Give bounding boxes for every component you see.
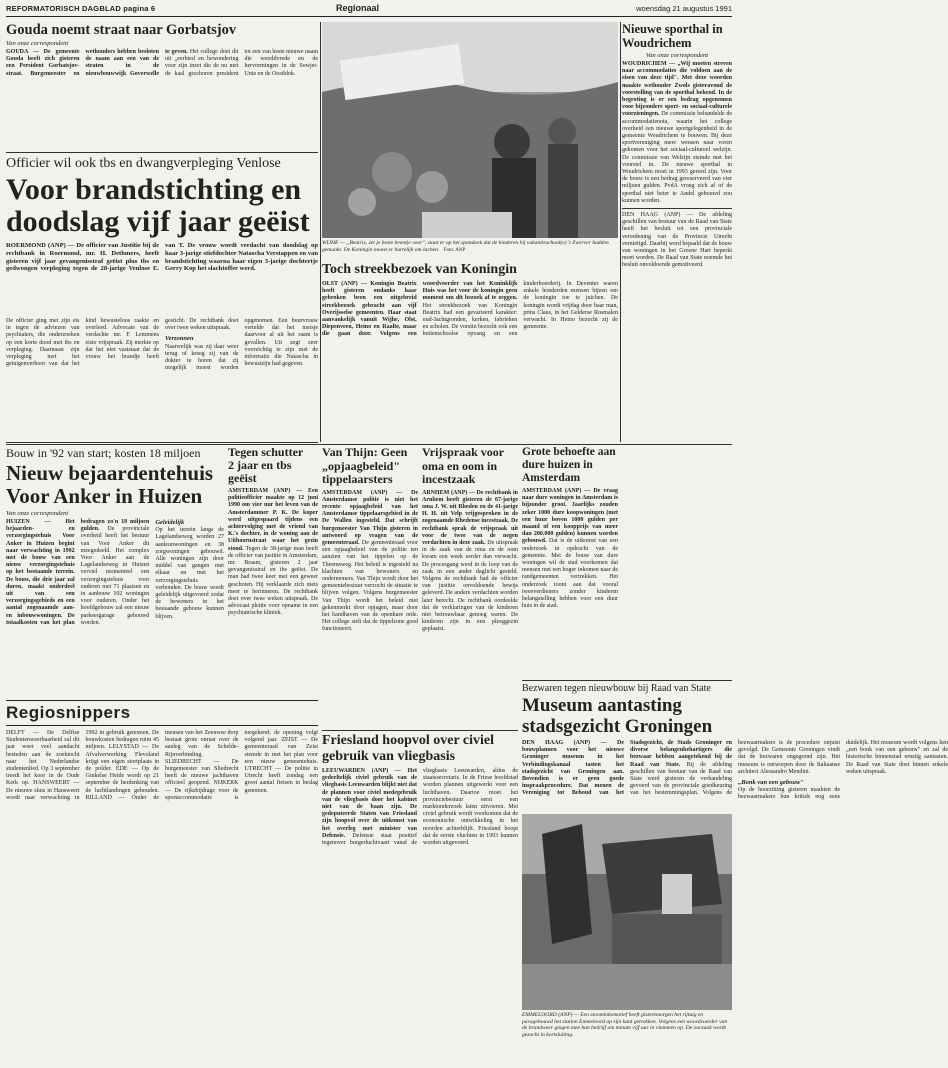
correspondent: Van onze correspondent bbox=[6, 510, 69, 517]
article-lead: ARNHEM (ANP) — De rechtbank in Arnhem heeft gisteren de 67-jarige oma J. W. uit Rheden en de 41-jarige H. H. uit Velp vrijgesproken in de zogenaamde Rhedense incestzaak. De rechtbank sprak de vrijspraak uit voor de twee van de negen verdachten in deze zaak. bbox=[422, 489, 518, 546]
article-text-2: Op het terrein langs de Lagelandseweg worden 27 aanleunwoningen en 38 zorgwoningen gebouwd. Alle woningen zijn door middel van gangen met elkaar en met het verzorgingstehuis verbonden. De bouw wordt geleidelijk uitgevoerd zodat de bewoners in het bestaande gebouw kunnen blijven. bbox=[155, 527, 224, 620]
article-lead: DEN HAAG (ANP) — De bouwplannen voor het nieuwe Groninger museum in het Verbindingskanaal tasten het stadsgezicht van Groningen aan. Bovendien is er geen goede inspraakprocedure. Dat menen de Vereniging tot Behoud van het Stadsgezicht, de Stads Groninger en diverse belangenbehartigers die bezwaar hebben aangetekend bij de Raad van State. bbox=[522, 740, 732, 797]
article-text: Dat is de uitkomst van een onderzoek in opdracht van de gemeente. Met de bouw van dure woningen wil de stad voorkomen dat mensen met een hoger inkomen naar de randgemeenten vertrekken. Het onderzoek toont aan dat vooral tweeverdieners zonder kinderen belangstelling hebben voor een duur huis in de stad. bbox=[522, 538, 618, 610]
article-schutter bbox=[228, 446, 318, 686]
article-body bbox=[622, 61, 732, 270]
column-body: DELFT — De Delftse Studentenweerbaarheid zal dit jaar weer veel aandacht besteden aan de zoektocht naar het Nederlandse studentenlied. Op 3 september treedt het koor in de Oude Kerk op. HANSWEERT — De nieuwe sluis in Hansweert wordt naar verwachting in 1992 in gebruik genomen. De bouwkosten bedragen ruim 45 miljoen. LELYSTAD — De Afvalverwerking Flevoland krijgt een eigen stortplaats in de polder. EDE — Op de Ginkelse Heide wordt op 21 september de herdenking van de luchtlandingen gehouden. RILLAND — Onder de mensen van het Zeeuwse dorp bestaat grote onrust over de aanleg van de Schelde-Rijnverbinding. SLIEDRECHT — De burgemeester van Sliedrecht heeft de nieuwe jachthaven officieel geopend. NIJKERK — De rijksbijdrage voor de sportaccommodatie is toegekend; de opening volgt volgend jaar. ZEIST — De gemeenteraad van Zeist stemde in met het plan voor een nieuw gemeentehuis. UTRECHT — De politie in Utrecht heeft zondag een groot aantal fietsen in beslag genomen. bbox=[6, 730, 318, 801]
article-text: Het streekbezoek van Koningin Beatrix had een gevarieerd karakter: oud-Jachtgronden, kerken, fabrieken en scholen. De vorstin bezocht ook een buitenschoolse opvang en een kinderboerderij. In Deventer waren enkele honderden mensen bijeen om de koningin toe te juichen. De koningin wordt vrijdag door haar man, prins Claus, in het Gelderse Rosmalen verwacht. In Heino bezocht zij de gemeente. bbox=[422, 281, 618, 338]
article-lead: HUIZEN — Het bejaarden- en verzorgingstehuis Voor Anker in Huizen begint naar verwachting in 1992 met de bouw van een nieuw verzorgingstehuis op het bestaande terrein. De bouw, die drie jaar zal duren, maakt onderdeel uit van een verzorgingsgebieds en een aantal zogenaamde aan- en inbouwwoningen. De totaalkosten van het plan bedragen zo'n 18 miljoen gulden. bbox=[6, 519, 150, 626]
article-body bbox=[522, 488, 618, 610]
article-title-2: 2 jaar en tbs geëist bbox=[228, 458, 292, 485]
article-body bbox=[6, 318, 318, 438]
subheading: Verzonnen bbox=[165, 335, 194, 343]
article-text: De commissie behandelde de accommodatienota, waarin het college overheid een nieuwe sportgelegenheid in de gemeente Woudrichem te bouwen. Bij deze sportvereniging meer wensen naar voren gekomen voor het sociaal-cultureel welzijn. De commissie van Welzijn stemde met het voorstel in. De nieuwe sporthal in Woudrichem moet in 1993 gereed zijn. Voor de bouw is een bedrag gereserveerd van vier miljoen gulden. PvdA vroeg zich af of de sporthal niet beter te Andel gebouwd zou kunnen worden. bbox=[622, 111, 732, 204]
article-title: Friesland hoopvol over civiel gebruik van vliegbasis bbox=[322, 730, 518, 765]
article-venlo bbox=[6, 156, 318, 440]
article-text: De provinciale overheid heeft het bestuur van Voor Anker dit meegedeeld. Het complex Voor Anker aan de Lagelandseweg in Huizen verviel momenteel een verzorgingstehuis voor ouderen met 71 plaatsen en in aanbouw 102 woningen voor ouderen. Onder het hoofdgebouw zal een nieuw parkeergarage gebouwd worden. bbox=[80, 526, 150, 626]
article-title: Grote behoefte aan dure huizen in Amsterdam bbox=[522, 446, 616, 484]
article-text-2: Op de hoorzitting gisteren maakten de bezwaarmakers hun kritiek nog eens duidelijk. Het museum wordt volgens hen „een bonk van een gebouw" en zal de historische binnenstad ernstig aantasten. De Raad van State doet binnen enkele weken uitspraak. bbox=[738, 740, 948, 801]
photo-emmeloord bbox=[522, 814, 732, 1010]
article-lead: LEEUWARDEN (ANP) — Het gedeeltelijk civiel gebruik van de vliegbasis Leeuwarden blijkt niet dat de plannen voor civiel medegebruik van de vliegbasis door het kabinet niet van de baan zijn. De gedeputeerde Staten van Friesland zijn hoopvol over de uitkomst van het overleg met minister van Defensie. bbox=[322, 768, 417, 839]
article-body bbox=[422, 490, 518, 634]
article-text: De officier ging met zijn eis in tegen de adviezen van psychiaters, die onderzoeken op een korte dood met tbs en verpleging. Daarnaast zijn verpleging met het getuigenverhoor van dat het kind bewusteloos raakte en overleed. Advocate van de verdachte mr. F. Lemmens eiste vrijspraak. Zij merkte op dat het niet vaststaat dat de vrouw het brandje heeft gesticht. De rechtbank doet over twee weken uitspraak. bbox=[6, 318, 239, 368]
paper-name: REFORMATORISCH DAGBLAD pagina 6 bbox=[6, 4, 156, 13]
article-text-2: Naarwelijk was zij daar weer terug of kreeg zij van de dokter te horen dat zij mogelijk moest worden opgenomen. Een buurvrouw vertelde dat het meisje daarvoor al uit het raam is gevallen. Uit zegt zeer voorzichtig te zijn met de informatie die Natascha in bewustzijn had gegeven. bbox=[165, 318, 318, 372]
column-rule bbox=[620, 22, 621, 442]
article-lead: GOUDA — De gemeente Gouda heeft zich gisteren een Persident Gorbatsjov-straat. Burgemeester en wethouders hebben besloten de naam aan een van de straten in de nieuwbouwwijk Goverwelle te geven. bbox=[6, 49, 188, 77]
photo-caption bbox=[322, 240, 618, 258]
article-body bbox=[6, 519, 224, 695]
article-woudrichem bbox=[622, 22, 732, 412]
divider bbox=[622, 208, 732, 209]
horizontal-rule bbox=[6, 444, 732, 445]
article-body bbox=[322, 281, 618, 439]
article-text: Defensie staat positief tegenover burgerluchtvaart vanaf de vliegbasis Leeuwarden, aldus de staatssecretaris. In de Friese hoofdstad worden plannen uitgewerkt voor een luchthaven. Daartoe moet het provinciebestuur eerst een marktonderzoek laten uitvoeren. Met civiel gebruik wordt voorkomen dat de economische ontwikkeling in het noorden achterblijft. Friesland hoopt dat de eerste vluchten in 1993 kunnen worden uitgevoerd. bbox=[322, 768, 518, 847]
article-lead: AMSTERDAM (ANP) — De vraag naar dure woningen in Amsterdam is bijzonder groot. Jaarlijks zouden zeker 1000 dure koopwoningen (met een huur boven 1000 gulden per maand of een koopprijs van meer dan 200.000 gulden) kunnen worden gebouwd. bbox=[522, 488, 618, 545]
article-text: Tegen de 38-jarige man heeft de officier van justitie in Amsterdam, mr. Braam, gisteren 2 jaar gevangenisstraf en tbs geëist. De man had twee keer met een geweer geschoten. Hij verklaarde zich niets meer te herinneren. De rechtbank doet over twee weken uitspraak. De advocaat pleitte voor opname in een psychiatrische kliniek. bbox=[228, 545, 318, 617]
article-text: Bij de afdeling geschillen van bestuur van de Raad van State werd gisteren de verhandeling gevoerd van de provinciale goedkeuring van het bestemmingsplan. Volgens de bezwaarmakers is de procedure onjuist gevolgd. De Gemeente Groningen vindt dat de bezwaren ongegrond zijn. Het museum is ontworpen door de Italiaanse architect Alessandro Mendini. bbox=[630, 740, 840, 797]
article-lead: AMSTERDAM (ANP) — De Amsterdamse politie is niet het recente opjaagbeleid van het Amsterdamse tippelaarsgebied in de De Wallen ingesteld. Dat schrijft burgemeester Van Thijn gisteren in antwoord op vragen van de gemeenteraad. bbox=[322, 489, 418, 546]
article-text: Het college doet dit uit „eerbied en bewondering voor zijn inzet die de nu met de kaal geschoren president tot een van beste nieuwe naam die wereldvrede en de hervormingen in de Sowjet-Unie en de Oostblok. bbox=[165, 49, 318, 77]
article-title: Toch streekbezoek van Koningin bbox=[322, 262, 517, 277]
photo-wijhe bbox=[322, 22, 618, 238]
subheading: „Bonk van een gebouw" bbox=[738, 779, 804, 787]
article-koningin bbox=[322, 262, 618, 440]
article-lead: OLST (ANP) — Koningin Beatrix heeft gisteren ondanks haar gebroken been een uitgebreid streekbezoek gebracht aan vijf Overijsselse gemeenten. Haar staat aanvankelijk vanuit Wijhe, Olst, Diepenveen, Heino en Raalte, maar die gaan door. Volgens een woordvoerder van het Koninklijk Huis was het voor de koningin geen moment om dit bezoek af te zeggen. bbox=[322, 281, 518, 338]
column-rule bbox=[320, 22, 321, 442]
article-title: Van Thijn: Geen „opjaagbeleid" tippelaarsters bbox=[322, 445, 408, 486]
article-lead: ROERMOND (ANP) — De officier van Justitie bij de rechtbank in Roermond, mr. H. Dethmers, heeft gisteren vijf jaar gevangenisstraf geëist plus tbs en gedwongen verpleging tegen de 28-jarige Venlose E. van T. De vrouw wordt verdacht van doodslag op haar 3-jarige stiefdochter Natascha Verstappen en van brandstichting waarna haar eigen 3-jarige dochtertje Gerry Kop het slachtoffer werd. bbox=[6, 242, 318, 273]
article-title: Nieuwe sporthal in Woudrichem bbox=[622, 22, 723, 50]
article-text-2: DEN HAAG (ANP) — De afdeling geschillen van bestuur van de Raad van State heeft het besluit tot een provinciale verordening van de Provincie Utrecht vernietigd. Daarbij werd bepaald dat de bouw van woningen in het Groene Hart beperkt moet worden. De Raad van State noemde het besluit onvoldoende gemotiveerd. bbox=[622, 212, 732, 269]
article-groningen bbox=[522, 680, 948, 810]
article-kicker: Bouw in '92 van start; kosten 18 miljoen bbox=[6, 446, 201, 460]
article-vanthijn bbox=[322, 446, 418, 696]
article-gouda bbox=[6, 22, 318, 152]
article-body bbox=[322, 490, 418, 634]
article-title: Nieuw bejaardentehuis Voor Anker in Huizen bbox=[6, 461, 214, 508]
column-regiosnippers bbox=[6, 700, 318, 1060]
column-banner bbox=[6, 700, 318, 726]
article-vrijspraak bbox=[422, 446, 518, 726]
caption-text: WIJHE — „Beatrix, zet je beste beentje voor", staat er op het spandoek dat de kinderen bij vakantieschool(e) 't Zwerver hadden gemaakt. De Koningin moest er hartelijk om lachen. bbox=[322, 240, 609, 253]
article-text: De uitspraak in de zaak van de oma en de oom kwam een week eerder dan verwacht. De procesgang werd in de loop van de zaak in een ander daglicht gesteld. Volgens de rechtbank had de officier van justitie onvoldoende bewijs geleverd. De andere verdachten worden later berecht. De rechtbank oordeelde dat de verklaringen van de kinderen niet betrouwbaar genoeg waren. De kinderen zijn in een pleeggezin geplaatst. bbox=[422, 539, 518, 633]
crowd-photo bbox=[322, 22, 618, 238]
fire-photo bbox=[522, 814, 732, 1010]
article-lead: WOUDRICHEM — „Wij moeten streven naar accommodaties die voldoen aan de eisen van deze tijd". Met deze woorden maakte wethouder Zwols gisteravond de voorstelling van de sporthal bekend. In de begroting is er een bedrag opgenomen voor bijzondere sport- en sociaal-culturele voorzieningen. bbox=[622, 61, 732, 118]
article-text: De gemeenteraad voor een opjaagbeleid van de politie ten aanzien van het tippelen op de Theemsweg. Het beleid is ingesteld na klachten van bewoners en ondernemers. Van Thijn wordt door het gemeentebestuur verzocht de situatie te blijven volgen. Volgens burgemeester Van Thijn wordt het beleid niet gekenmerkt door opjagen, maar door het handhaven van de openbare orde. Het college stelt dat de tippelzone goed functioneert. bbox=[322, 539, 419, 633]
article-kicker: Bezwaren tegen nieuwbouw bij Raad van State bbox=[522, 680, 732, 694]
article-body bbox=[322, 768, 518, 1046]
page-header bbox=[6, 4, 732, 17]
article-title: Gouda noemt straat naar Gorbatsjov bbox=[6, 22, 237, 38]
article-body bbox=[228, 488, 318, 618]
divider bbox=[6, 152, 318, 153]
article-title: Vrijspraak voor oma en oom in incestzaak bbox=[422, 445, 504, 486]
article-title: Tegen schutter bbox=[228, 445, 304, 459]
photo-credit: Foto: ANP bbox=[443, 247, 466, 253]
section-name: Regionaal bbox=[336, 3, 380, 13]
article-title: Museum aantasting stadsgezicht Groningen bbox=[522, 695, 713, 737]
article-amsterdam-huizen bbox=[522, 446, 618, 676]
article-huizen bbox=[6, 446, 224, 686]
spacer-right bbox=[622, 418, 732, 438]
subheading: Geleidelijk bbox=[155, 519, 185, 526]
column-title: Regiosnippers bbox=[6, 703, 131, 722]
article-friesland bbox=[322, 730, 518, 1060]
article-body bbox=[6, 49, 318, 145]
correspondent: Van onze correspondent bbox=[6, 40, 69, 47]
article-body bbox=[522, 740, 948, 802]
article-lead: AMSTERDAM (ANP) — Een politieofficier maakte op 12 juni 1990 om vier uur het leven van de Amsterdammer P. K. De koper werd uitgespaard tijdens een achtervolging met de vriend van K.'s dochter, in de woning aan de Uithoornstraat waar het gezin stond. bbox=[228, 488, 318, 552]
divider bbox=[6, 442, 318, 443]
correspondent: Van onze correspondent bbox=[645, 52, 709, 59]
article-kicker: Officier wil ook tbs en dwangverpleging Venlose bbox=[6, 156, 281, 171]
article-title: Voor brandstichting en doodslag vijf jaar geëist bbox=[6, 173, 310, 238]
photo-caption: EMMELOORD (ANP) — Een stoomlokomotief heeft gisteremorgen het rijtuig en paragebouwd het station Emmeloord op zijn kant getrokken. Volgens een woordvoerder van de brandweer gingen mee hun bedrijf om minute vijf uur in vlammen op. De oorzaak wordt gezocht in kortsluiting. bbox=[522, 1012, 728, 1038]
page-date: woensdag 21 augustus 1991 bbox=[636, 4, 732, 13]
